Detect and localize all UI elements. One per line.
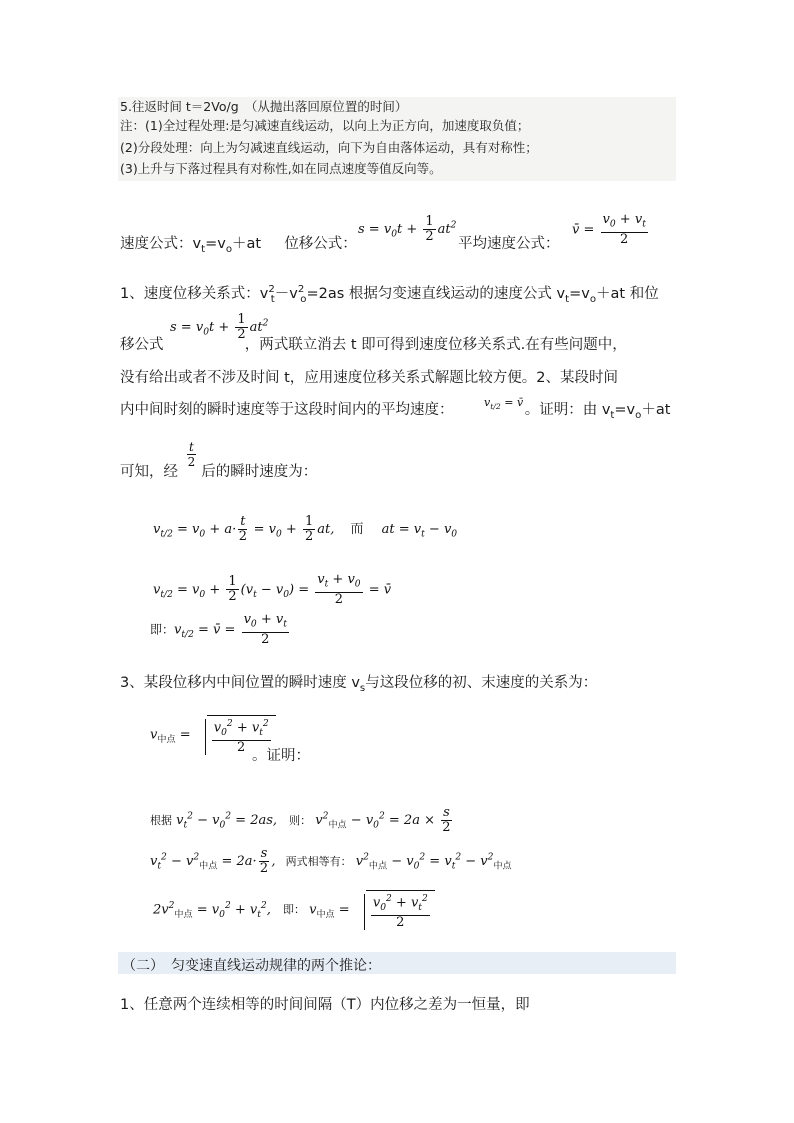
note-line-1: 5.往返时间 t＝2Vo/g （从抛出落回原位置的时间） [120,99,408,114]
derivation2-line2: $v_t^2 - v^2_{中点} = 2a\cdot$ $\frac{s}{2}$ , 两式相等有： $v^2_{中点} - v_0^2 = v_t^2 - v^2_{中点}$ [150,846,512,876]
displacement-formula: $s = v_0t$ + $\frac{1}{2}$ $at^2$ [358,214,457,244]
velocity-formula-label: 速度公式：v [120,236,202,252]
derivation2-line1: 根据 $v_t^2 - v_0^2 = 2as$, 则： $v^2_{中点} - v_0^2 = 2a$ × $\frac{s}{2}$ [150,805,451,835]
derivation1-line1: $v_{t/2} = v_0 + a\cdot$ $\frac{t}{2}$ = $v_0$ + $\frac{1}{2}$ at, 而 at = $v_t - v_0$ [153,514,458,544]
para1-line3: 没有给出或者不涉及时间 t，应用速度位移关系式解题比较方便。2、某段时间 [120,370,619,386]
mid-time-velocity-formula: $v_{t/2}$ = v̄ [484,396,524,412]
para1-line2: 移公式 ，两式联立消去 t 即可得到速度位移关系式.在有些问题中， [120,337,627,353]
average-velocity-formula: v̄ = $\frac{v_0 + v_t}{2}$ [572,212,646,247]
velocity-formula-text: =v [205,236,226,252]
para4-line1: 1、任意两个连续相等的时间间隔（T）内位移之差为一恒量，即 [120,997,530,1013]
derivation2-line3: $2v^2_{中点} = v_0^2 + v_t^2$, 即： $v_{中点}$ = $\frac{v_0^2 + v_t^2}{2}$ [153,890,435,930]
para1-line5: 可知，经 后的瞬时速度为： [120,464,318,480]
average-velocity-label: 平均速度公式： [458,236,560,252]
mid-position-velocity-formula: $v_{中点}$ = $\frac{v_0^2 + v_t^2}{2}$ [150,715,276,755]
velocity-formula-tail: ＋at [232,236,262,252]
para3-proof-label: 。证明： [252,748,310,764]
section-title: （二） 匀变速直线运动规律的两个推论： [122,958,381,974]
displacement-formula-label: 位移公式： [284,236,357,252]
note-line-3: (2)分段处理：向上为匀减速直线运动，向下为自由落体运动，具有对称性； [120,140,538,155]
note-line-4: (3)上升与下落过程具有对称性,如在同点速度等值反向等。 [120,161,442,176]
displacement-formula-inline: $s = v_0t$ + $\frac{1}{2}$ $at^2$ [170,312,269,342]
derivation1-line3: 即：$v_{t/2}$ = v̄ = $\frac{v_0 + v_t}{2}$ [150,612,287,647]
para3-line1: 3、某段位移内中间位置的瞬时速度 $v_s$与这段位移的初、末速度的关系为： [120,675,598,694]
para1-line1: 1、速度位移关系式：$v^2_t-v^2_o=2as$ 根据匀变速直线运动的速度公式 $v_t=v_o+at$ 和位 [120,284,659,305]
t-half-fraction: $\frac{t}{2}$ [187,440,196,469]
formula-row: 速度公式：$v_t=v_o+at$ 位移公式： [120,236,357,255]
note-line-2: 注：(1)全过程处理:是匀减速直线运动，以向上为正方向，加速度取负值； [120,118,530,133]
derivation1-line2: $v_{t/2} = v_0$ + $\frac{1}{2}$ $(v_t - v_0)$ = $\frac{v_t + v_0}{2}$ = v̄ [153,572,392,607]
para1-line4: 内中间时刻的瞬时速度等于这段时间内的平均速度： 。证明：由 $v_t=v_o+at$ [120,402,671,421]
